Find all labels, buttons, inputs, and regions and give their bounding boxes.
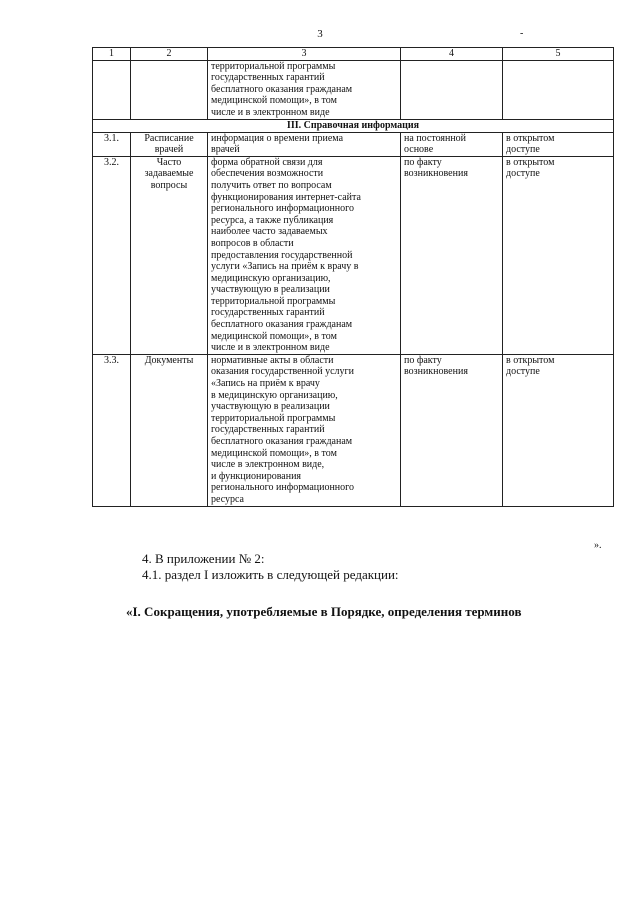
row-name: Документы	[144, 354, 194, 366]
row-content: информация о времени приема врачей	[211, 132, 344, 156]
paragraph-item-4: 4. В приложении № 2:	[142, 551, 265, 566]
table-row	[93, 156, 614, 354]
section-heading: «I. Сокращения, употребляемые в Порядке, определения терминов	[126, 604, 522, 619]
table-row	[93, 354, 614, 506]
column-number: 3	[208, 48, 401, 61]
section-row	[93, 119, 614, 132]
column-number: 5	[503, 48, 614, 61]
row-content: форма обратной связи для обеспечения возможности получить ответ по вопросам функционирования интернет-сайта регионального информационного ресурса, а также публикация наиболее часто задаваемых вопросов в области предоставления государственной услуги «Запись на приём к врачу в медицинскую организацию, участвующую в реализации территориальной программы государственных гарантий бесплатного оказания гражданам медицинской помощи», в том числе и в электронном виде	[211, 156, 361, 354]
closing-quote: ».	[594, 540, 602, 551]
row-name: Расписание врачей	[144, 132, 194, 156]
row-period: по факту возникновения	[404, 156, 468, 180]
services-table	[92, 47, 614, 507]
corner-mark: -	[520, 28, 524, 39]
column-number: 2	[131, 48, 208, 61]
row-name: Часто задаваемые вопросы	[144, 156, 194, 191]
paragraph-item-4-1: 4.1. раздел I изложить в следующей редакции:	[142, 567, 399, 582]
row-number: 3.1.	[93, 132, 131, 156]
table-row	[93, 132, 614, 156]
column-number: 4	[401, 48, 503, 61]
section-title: III. Справочная информация	[93, 119, 614, 132]
continuation-row	[93, 60, 614, 119]
continuation-content: территориальной программы государственных гарантий бесплатного оказания гражданам медицинской помощи», в том числе и в электронном виде	[211, 60, 353, 118]
column-number-row	[93, 48, 614, 61]
row-access: в открытом доступе	[506, 132, 555, 156]
row-number: 3.3.	[93, 354, 131, 506]
row-period: на постоянной основе	[404, 132, 467, 156]
row-number: 3.2.	[93, 156, 131, 354]
row-content: нормативные акты в области оказания государственной услуги «Запись на приём к врачу в медицинскую организацию, участвующую в реализации территориальной программы государственных гарантий бесплатного оказания гражданам медицинской помощи», в том числе в электронном виде, и функционирования регионального информационного ресурса	[211, 354, 355, 505]
row-access: в открытом доступе	[506, 354, 555, 378]
row-period: по факту возникновения	[404, 354, 468, 378]
row-access: в открытом доступе	[506, 156, 555, 180]
page-number: 3	[317, 28, 323, 40]
column-number: 1	[93, 48, 131, 61]
